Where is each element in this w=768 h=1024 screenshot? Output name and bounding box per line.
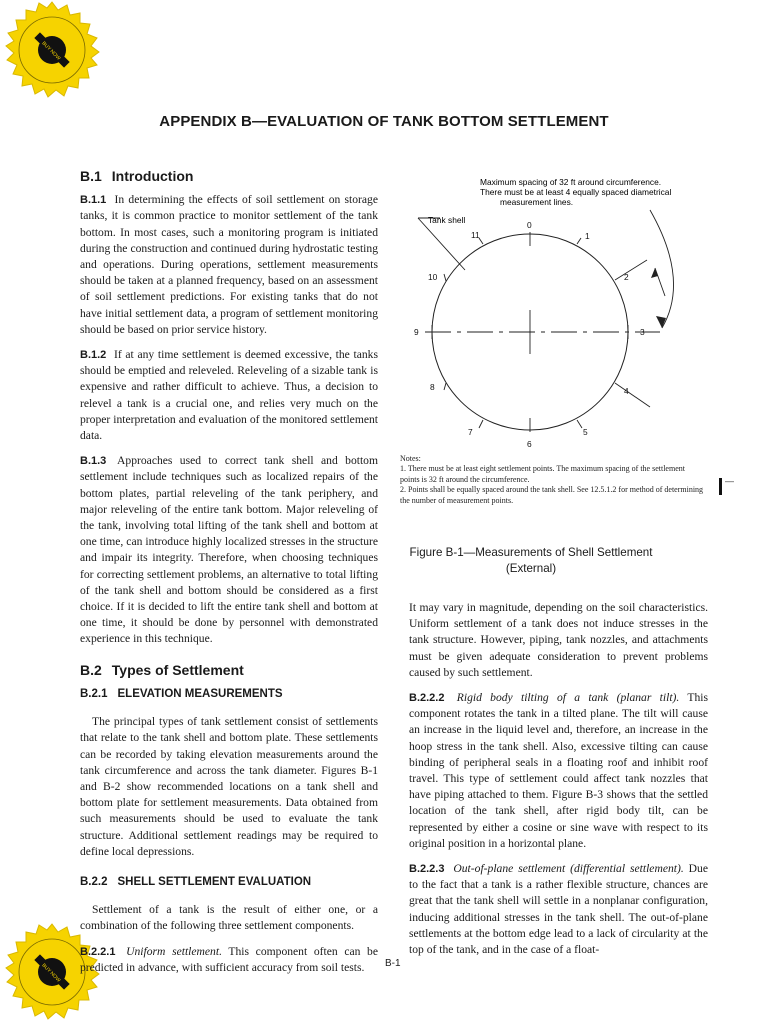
point-label-4: 4: [624, 386, 629, 396]
point-label-11: 11: [471, 230, 480, 240]
point-label-5: 5: [583, 427, 588, 437]
svg-text:BUY NOW: BUY NOW: [40, 40, 62, 62]
section-b21-heading: B.2.1 ELEVATION MEASUREMENTS: [80, 687, 283, 700]
paragraph-b2-2-1: B.2.2.1 Uniform settlement. This component often can be predicted in advance, with sufficient accuracy from soil tests.: [80, 944, 378, 974]
point-label-3: 3: [640, 327, 645, 337]
change-bar-mark: —: [725, 476, 734, 486]
figure-note-1: 1. There must be at least eight settlement points. The maximum spacing of the settlement points is 32 ft around the circumference.: [400, 464, 685, 484]
figure-annotation-line3: measurement lines.: [500, 197, 574, 207]
figure-notes-title: Notes:: [400, 454, 421, 463]
point-label-0: 0: [527, 220, 532, 230]
figure-notes: [400, 454, 705, 506]
paragraph-b2-2: Settlement of a tank is the result of either one, or a combination of the following three settlement components.: [80, 903, 378, 933]
figure-caption-line1: Figure B-1—Measurements of Shell Settlement: [409, 546, 653, 559]
point-label-2: 2: [624, 272, 629, 282]
point-label-9: 9: [414, 327, 419, 337]
measurement-ticks: [432, 238, 650, 428]
paragraph-b1-1: B.1.1 In determining the effects of soil settlement on storage tanks, it is common practice to monitor settlement of the tank bottom. In most cases, such a monitoring program is initiated during the construction and continued during hydrostatic testing and operations. During operations, settlement measurements should be taken at a planned frequency, based on an assessment of soil settlement predictions. For existing tanks that do not have initial settlement data, a program of settlement monitoring should be based on prior service history.: [80, 193, 378, 336]
figure-caption: [409, 545, 653, 577]
section-b1-heading: B.1 Introduction: [80, 168, 194, 184]
figure-caption-line2: (External): [505, 562, 557, 575]
tank-shell-label: Tank shell: [428, 215, 466, 225]
shell-settlement-figure: [400, 170, 730, 500]
point-labels: [414, 220, 645, 449]
point-label-6: 6: [527, 439, 532, 449]
pdf-editor-stamp-top[interactable]: [2, 0, 102, 100]
figure-annotation-line2: There must be at least 4 equally spaced diametrical: [480, 187, 672, 197]
paragraph-b1-2: B.1.2 If at any time settlement is deemed excessive, the tanks should be emptied and releveled. Releveling of a sizable tank is expensive and rather difficult to achieve. Thus, a decision to relevel a tank is a crucial one, and relies very much on the proper interpretation and evaluation of the monitored settlement data.: [80, 348, 378, 443]
left-column: [80, 160, 378, 976]
point-label-1: 1: [585, 231, 590, 241]
paragraph-b2-1: The principal types of tank settlement consist of settlements that relate to the tank shell and bottom plate. These settlements can be recorded by taking elevation measurements around the tank circumference and across the tank diameter. Figures B-1 and B-2 show recommended locations on a tank shell and bottom plate for settlement measurements. Data obtained from such measurements should be used to evaluate the tank structure. Additional settlement readings may be required to define local depressions.: [80, 715, 378, 858]
point-label-7: 7: [468, 427, 473, 437]
figure-note-2: 2. Points shall be equally spaced around the tank shell. See 12.5.1.2 for method of determining the number of measurement points.: [400, 485, 704, 505]
section-b2-heading: B.2 Types of Settlement: [80, 661, 244, 678]
right-column: [409, 600, 708, 967]
page-number: B-1: [385, 958, 401, 969]
figure-annotation-line1: Maximum spacing of 32 ft around circumference.: [480, 177, 662, 187]
paragraph-b1-3: B.1.3 Approaches used to correct tank shell and bottom settlement include techniques such as localized repairs of the bottom plates, partial releveling of the tank periphery, and major releveling of the entire tank bottom. Major releveling of the tank, involving total lifting of the tank shell and bottom at one time, can introduce highly localized stresses in the structure and impair its integrity. Therefore, when choosing techniques for correcting settlement problems, an alternative to total lifting of the tank shell and bottom should be considered as a first choice. If it is decided to lift the entire tank shell and bottom at one time, it should be done by personnel with demonstrated experience in this technique.: [80, 454, 378, 646]
point-label-10: 10: [428, 272, 438, 282]
page-title: APPENDIX B—EVALUATION OF TANK BOTTOM SETTLEMENT: [159, 113, 609, 130]
paragraph-b2-2-1-cont: It may vary in magnitude, depending on the soil characteristics. Uniform settlement of a tank does not induce stresses in the tank structure. However, piping, tank nozzles, and attachments must be given adequate consideration to prevent problems caused by such settlement.: [409, 601, 708, 679]
paragraph-b2-2-2: B.2.2.2 Rigid body tilting of a tank (planar tilt). This component rotates the tank in a tilted plane. The tilt will cause an increase in the liquid level and, therefore, an increase in the hoop stress in the tank shell. Also, excessive tilting can cause binding of peripheral seals in a floating roof and inhibit roof travel. This type of settlement could affect tank nozzles that have piping attached to them. Figure B-3 shows that the settled location of the tank shell, after rigid body tilt, can be represented by either a cosine or sine wave with respect to its original position in a horizontal plane.: [409, 691, 708, 850]
section-b22-heading: B.2.2 SHELL SETTLEMENT EVALUATION: [80, 875, 312, 888]
paragraph-b2-2-3: B.2.2.3 Out-of-plane settlement (differential settlement). Due to the fact that a tank is a rather flexible structure, chances are great that the tank shell will settle in a nonplanar configuration, inducing additional stresses in the tank shell. The out-of-plane settlements at the bottom edge lead to a lack of circularity at the top of the tank, and in the case of a float-: [409, 862, 708, 957]
svg-text:BUY NOW: BUY NOW: [40, 962, 62, 984]
point-label-8: 8: [430, 382, 435, 392]
change-bar: [719, 478, 722, 495]
